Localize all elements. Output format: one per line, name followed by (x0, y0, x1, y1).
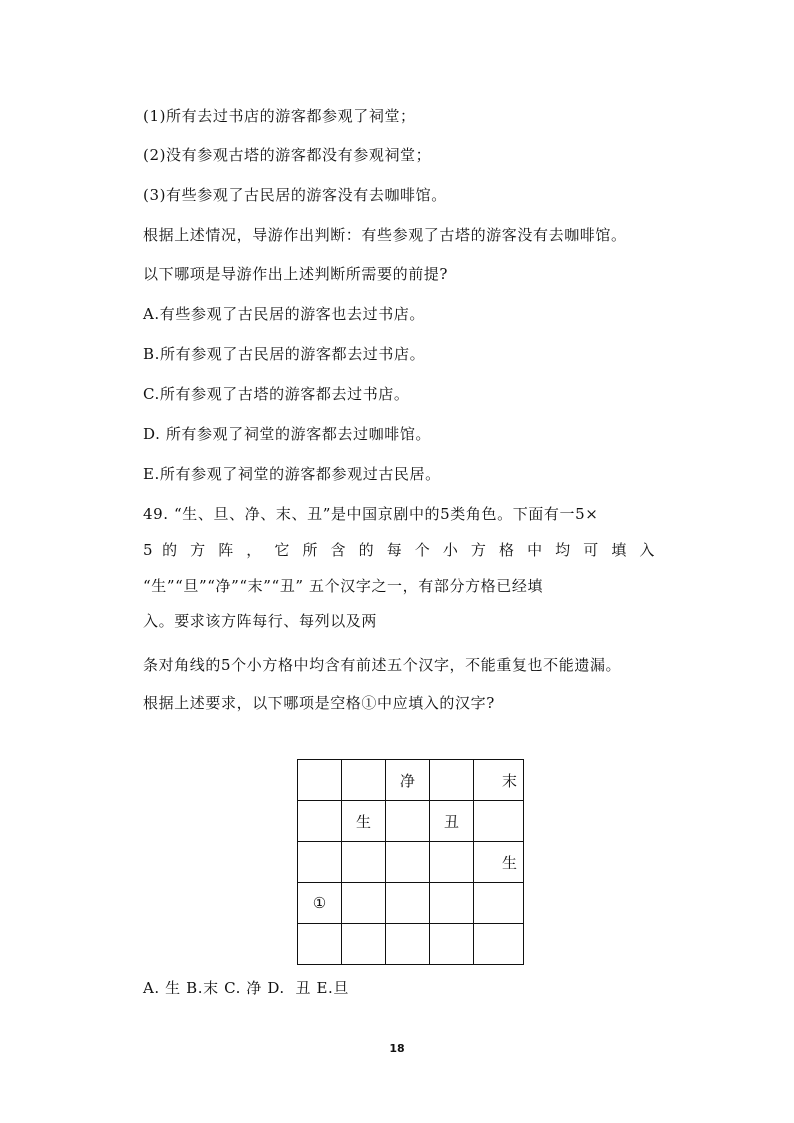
q49-answer-options: A. 生 B.末 C. 净 D. 丑 E.旦 (143, 979, 350, 997)
premise-1: (1)所有去过书店的游客都参观了祠堂； (143, 107, 416, 125)
q48-option-b: B.所有参观了古民居的游客都去过书店。 (143, 345, 426, 363)
grid-cell (342, 883, 386, 924)
grid-cell (386, 801, 430, 842)
q48-option-a: A.有些参观了古民居的游客也去过书店。 (143, 305, 426, 323)
grid-cell: 丑 (430, 801, 474, 842)
grid-row (298, 842, 524, 883)
grid-cell (342, 842, 386, 883)
q49-line-1: 49. “生、旦、净、末、丑”是中国京剧中的5类角色。下面有一5× (143, 505, 599, 523)
premise-2: (2)没有参观古塔的游客都没有参观祠堂； (143, 146, 432, 164)
q49-line-6: 根据上述要求，以下哪项是空格①中应填入的汉字? (143, 694, 495, 712)
q48-option-e: E.所有参观了祠堂的游客都参观过古民居。 (143, 465, 441, 483)
grid-cell (386, 842, 430, 883)
opera-role-grid (297, 759, 524, 965)
grid-cell (342, 760, 386, 801)
grid-row (298, 883, 524, 924)
q49-line-3: “生”“旦”“净”“末”“丑” 五个汉字之一，有部分方格已经填 (143, 577, 544, 595)
grid-cell (430, 760, 474, 801)
grid-cell (474, 924, 524, 965)
grid-cell (430, 883, 474, 924)
grid-cell (298, 842, 342, 883)
grid-cell (342, 924, 386, 965)
q49-line-4: 入。要求该方阵每行、每列以及两 (143, 612, 378, 630)
q48-option-c: C.所有参观了古塔的游客都去过书店。 (143, 385, 410, 403)
grid-cell: 净 (386, 760, 430, 801)
page-number: 18 (389, 1042, 405, 1055)
grid-cell: 生 (474, 842, 524, 883)
grid-cell (430, 842, 474, 883)
grid-cell (474, 883, 524, 924)
grid-cell (386, 924, 430, 965)
grid-cell (386, 883, 430, 924)
grid-row (298, 801, 524, 842)
grid-row (298, 760, 524, 801)
q48-conclusion: 根据上述情况，导游作出判断：有些参观了古塔的游客没有去咖啡馆。 (143, 226, 627, 244)
grid-cell (298, 760, 342, 801)
grid-cell (474, 801, 524, 842)
grid-row (298, 924, 524, 965)
grid-cell: 末 (474, 760, 524, 801)
grid-cell (430, 924, 474, 965)
q49-line-2: 5 的 方 阵 ， 它 所 含 的 每 个 小 方 格 中 均 可 填 入 (143, 541, 655, 559)
q48-option-d: D. 所有参观了祠堂的游客都去过咖啡馆。 (143, 425, 432, 443)
grid-cell: 生 (342, 801, 386, 842)
q49-line-5: 条对角线的5个小方格中均含有前述五个汉字，不能重复也不能遗漏。 (143, 656, 622, 674)
grid-cell (298, 924, 342, 965)
q48-question: 以下哪项是导游作出上述判断所需要的前提? (143, 265, 449, 283)
premise-3: (3)有些参观了古民居的游客没有去咖啡馆。 (143, 186, 447, 204)
grid-cell (298, 801, 342, 842)
grid-cell-blank-1: ① (298, 883, 342, 924)
